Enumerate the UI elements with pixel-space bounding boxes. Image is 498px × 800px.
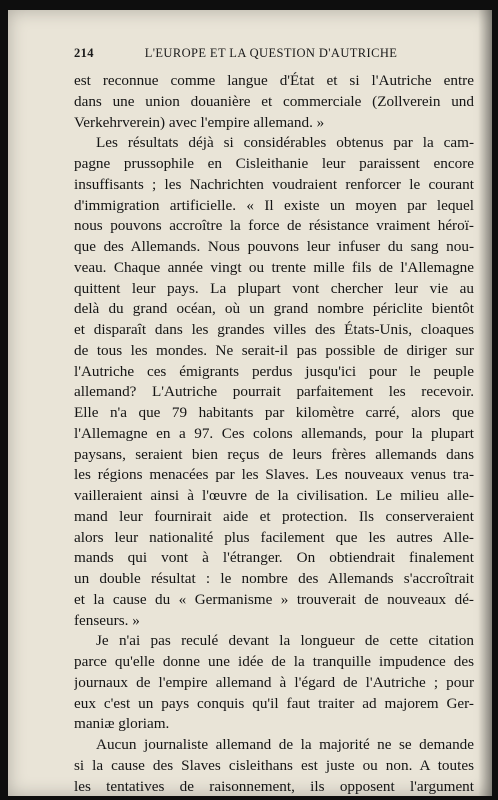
running-head: L'EUROPE ET LA QUESTION D'AUTRICHE xyxy=(144,46,398,60)
text-line: Je n'ai pas reculé devant la longueur de cette citation xyxy=(96,632,474,650)
text-line: maniæ gloriam. xyxy=(74,715,170,733)
text-line: l'Autriche ces émigrants perdus jusqu'ici pour le peuple xyxy=(74,362,474,380)
page-header xyxy=(74,46,468,66)
text-line: pagne prussophile en Cisleithanie leur paraissent encore xyxy=(74,155,474,172)
text-line: Verkehrverein) avec l'empire allemand. » xyxy=(74,113,325,131)
text-line: allemand? L'Autriche pourrait parfaitement les recevoir. xyxy=(74,383,474,401)
page-edge-shadow xyxy=(478,10,492,796)
body-text xyxy=(74,71,474,797)
text-line: Elle n'a que 79 habitants par kilomètre carré, alors que xyxy=(74,404,474,421)
text-line: et disparaît dans les grandes villes des États-Unis, cloaques xyxy=(74,321,474,338)
text-line: que des Allemands. Nous pouvons leur infuser du sang nou- xyxy=(74,238,474,255)
text-line: nous pouvons accroître la force de résistance vraiment héroï- xyxy=(74,217,474,235)
text-line: est reconnue comme langue d'État et si l'Autriche entre xyxy=(74,72,474,89)
page-number: 214 xyxy=(74,46,94,60)
text-line: parce qu'elle donne une idée de la tranquille impudence des xyxy=(74,653,474,670)
text-line: mands qui vont à l'étranger. On obtiendrait finalement xyxy=(74,549,474,567)
text-line: Les résultats déjà si considérables obtenus par la cam- xyxy=(96,134,474,152)
text-line: paysans, seraient bien reçus de leurs frères allemands dans xyxy=(74,445,474,463)
text-line: les régions menacées par les Slaves. Les nouveaux venus tra- xyxy=(74,466,474,484)
text-line: fenseurs. » xyxy=(74,611,140,629)
text-line: quittent leur pays. La plupart vont chercher leur vie au xyxy=(74,279,474,297)
text-line: journaux de l'empire allemand à l'égard de l'Autriche ; pour xyxy=(74,673,474,691)
text-line: eux c'est un pays conquis qu'il faut traiter ad majorem Ger- xyxy=(74,694,474,712)
text-line: veau. Chaque année vingt ou trente mille fils de l'Allemagne xyxy=(74,258,474,276)
text-line: insuffisants ; les Nachrichten voudraient renforcer le courant xyxy=(74,175,474,193)
text-line: mand leur fournirait aide et protection. Ils conserveraient xyxy=(74,507,474,525)
text-line: alors leur nationalité plus facilement que les autres Alle- xyxy=(74,528,474,546)
text-line: les tentatives de raisonnement, ils opposent l'argument xyxy=(74,777,474,795)
text-line: de tous les mondes. Ne serait-il pas possible de diriger sur xyxy=(74,341,474,359)
text-line: et la cause du « Germanisme » trouverait de nouveaux dé- xyxy=(74,590,474,608)
text-line: dans une union douanière et commerciale (Zollverein und xyxy=(74,92,474,110)
text-line: l'Allemagne en a 97. Ces colons allemands, pour la plupart xyxy=(74,424,474,442)
text-line: si la cause des Slaves cisleithans est juste ou non. A toutes xyxy=(74,756,474,774)
book-page xyxy=(8,10,492,796)
text-line: vailleraient ainsi à l'œuvre de la civilisation. Le milieu alle- xyxy=(74,487,474,504)
text-line: un double résultat : le nombre des Allemands s'accroîtrait xyxy=(74,570,474,587)
text-line: delà du grand océan, où un grand nombre périclite bientôt xyxy=(74,300,474,318)
text-line: d'immigration artificielle. « Il existe un moyen par lequel xyxy=(74,196,474,214)
text-line: Aucun journaliste allemand de la majorité ne se demande xyxy=(96,736,474,753)
